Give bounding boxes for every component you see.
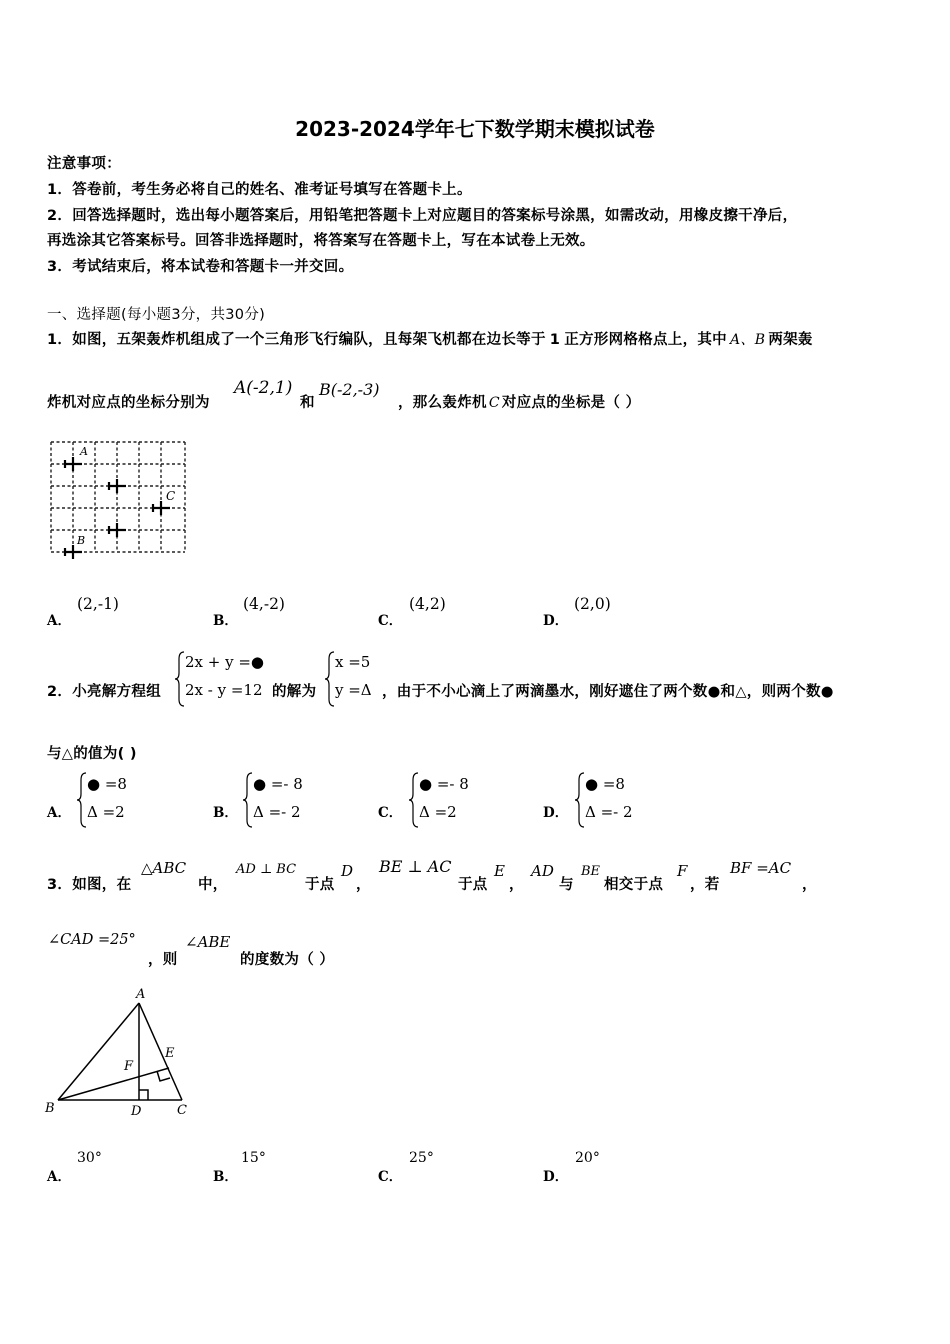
fig-label-a: A — [136, 987, 146, 1002]
q2-text-b: 的解为 — [272, 684, 317, 700]
q2-text-c: ，由于不小心滴上了两滴墨水，刚好遮住了两个数●和△，则两个数● — [382, 684, 834, 700]
plane-icon — [108, 523, 126, 537]
q1-var-c: C — [488, 395, 500, 411]
q3-triangle-figure — [44, 986, 199, 1118]
q3-t3: 于点 — [305, 877, 335, 893]
brace-icon — [409, 772, 419, 828]
q3-t10: ， — [802, 877, 817, 893]
q1-option-c-label: C． — [378, 613, 403, 629]
brace-icon — [243, 772, 253, 828]
q3-t9: ，若 — [690, 877, 720, 893]
plane-b-icon — [64, 545, 82, 559]
page-title: 2023-2024学年七下数学期末模拟试卷 — [295, 117, 655, 141]
q2-solution-system — [325, 651, 385, 707]
q2-option-c-system — [409, 772, 499, 828]
q1-text-b: 正方形网格格点上，其中 — [564, 332, 727, 348]
q2-eq-1: 2x + y =● — [185, 653, 265, 671]
fig-label-b: B — [77, 534, 86, 547]
q1-option-a-label: A． — [47, 613, 71, 629]
q2-option-a-label: A． — [47, 805, 71, 821]
q2-option-a-row2: Δ =2 — [87, 803, 125, 821]
q3-t5: 于点 — [458, 877, 488, 893]
q2-option-d-row2: Δ =- 2 — [585, 803, 633, 821]
q1-option-c-value: (4,2) — [409, 595, 446, 613]
q3-t7: 与 — [559, 877, 574, 893]
notice-item-1: 1．答卷前，考生务必将自己的姓名、准考证号填写在答题卡上。 — [47, 182, 472, 198]
notice-item-2: 2．回答选择题时，选出每小题答案后，用铅笔把答题卡上对应题目的答案标号涂黑，如需改动，用橡皮擦干净后， — [47, 208, 798, 224]
q3-m4: BE ⊥ AC — [379, 857, 452, 876]
q1-var-b: B — [754, 332, 766, 348]
q1-option-a-value: (2,-1) — [77, 595, 119, 613]
q3-m6: AD — [531, 862, 554, 880]
q3-m10: ∠CAD =25° — [48, 932, 136, 948]
brace-icon — [77, 772, 87, 828]
q3-m11: ∠ABE — [185, 933, 231, 951]
q2-option-a-system — [77, 772, 167, 828]
q1-stem-line1 — [47, 328, 813, 349]
q1-text-c: 两架轰 — [768, 332, 813, 348]
q2-option-d-label: D． — [543, 805, 569, 821]
q3-t11: ，则 — [148, 952, 178, 968]
notice-heading: 注意事项： — [47, 156, 121, 172]
q2-option-a-row1: ● =8 — [87, 775, 127, 793]
q1-text-b2: ，那么轰炸机 — [398, 395, 487, 411]
q1-option-b-label: B． — [213, 613, 238, 629]
fig-label-f: F — [124, 1059, 134, 1074]
q2-option-c-label: C． — [378, 805, 403, 821]
q3-option-c-value: 25° — [409, 1150, 434, 1166]
q1-num: 1 — [549, 332, 561, 348]
q1-and: 和 — [300, 395, 315, 411]
fig-label-d: D — [131, 1104, 142, 1118]
fig-label-c: C — [166, 489, 176, 503]
q1-text-line2a: 炸机对应点的坐标分别为 — [47, 395, 210, 411]
q2-option-b-system — [243, 772, 333, 828]
q3-t8: 相交于点 — [604, 877, 664, 893]
q3-option-c-label: C． — [378, 1169, 403, 1185]
q2-option-d-row1: ● =8 — [585, 775, 625, 793]
q2-option-b-row2: Δ =- 2 — [253, 803, 301, 821]
q1-sep: 、 — [740, 332, 755, 348]
q2-sol-2: y =Δ — [335, 681, 372, 699]
q3-option-a-label: A． — [47, 1169, 71, 1185]
q1-option-d-label: D． — [543, 613, 569, 629]
fig-label-b: B — [45, 1101, 55, 1116]
q1-coord-b: B(-2,-3) — [319, 380, 380, 399]
q3-m2: AD ⊥ BC — [236, 862, 297, 877]
q1-text-line2b — [398, 391, 640, 412]
plane-c-icon — [152, 501, 170, 515]
q2-text-a: 2．小亮解方程组 — [47, 684, 161, 700]
q3-option-a-value: 30° — [77, 1150, 102, 1166]
q1-grid-figure — [46, 436, 191, 561]
q2-option-b-label: B． — [213, 805, 238, 821]
brace-icon — [175, 651, 185, 707]
q2-option-d-system — [575, 772, 665, 828]
q2-equation-system — [175, 651, 275, 707]
q3-m8: F — [677, 862, 688, 880]
q3-m9: BF =AC — [730, 859, 792, 877]
notice-item-3: 3．考试结束后，将本试卷和答题卡一并交回。 — [47, 259, 354, 275]
q3-option-b-value: 15° — [241, 1150, 266, 1166]
q3-t12: 的度数为（ ） — [240, 952, 335, 968]
brace-icon — [575, 772, 585, 828]
q3-option-d-label: D． — [543, 1169, 569, 1185]
q3-t2: 中， — [198, 877, 228, 893]
q1-coord-a: A(-2,1) — [234, 378, 293, 398]
notice-item-2-cont: 再选涂其它答案标号。回答非选择题时，将答案写在答题卡上，写在本试卷上无效。 — [47, 233, 595, 249]
q3-m1: △ABC — [141, 859, 187, 877]
q3-t1: 3．如图，在 — [47, 877, 132, 893]
q1-text-a: 1．如图，五架轰炸机组成了一个三角形飞行编队，且每架飞机都在边长等于 — [47, 332, 546, 348]
brace-icon — [325, 651, 335, 707]
q1-var-a: A — [730, 332, 741, 348]
q3-option-d-value: 20° — [575, 1150, 600, 1166]
q2-eq-2: 2x - y =12 — [185, 681, 263, 699]
q2-line2: 与△的值为( ) — [47, 746, 137, 762]
q3-m3: D — [341, 862, 354, 880]
q3-m7: BE — [581, 864, 601, 879]
q3-m5: E — [494, 862, 505, 880]
q3-t6: ， — [509, 877, 524, 893]
q2-option-c-row2: Δ =2 — [419, 803, 457, 821]
section-heading: 一、选择题(每小题3分，共30分) — [47, 307, 266, 323]
fig-label-c: C — [177, 1103, 187, 1118]
plane-a-icon — [64, 457, 82, 471]
fig-label-a: A — [80, 445, 88, 458]
q1-text-c2: 对应点的坐标是（ ） — [501, 395, 641, 411]
fig-label-e: E — [165, 1046, 175, 1061]
q1-option-d-value: (2,0) — [574, 595, 611, 613]
triangle-lines — [58, 1003, 182, 1100]
q1-option-b-value: (4,-2) — [243, 595, 285, 613]
q2-option-c-row1: ● =- 8 — [419, 775, 469, 793]
q3-option-b-label: B． — [213, 1169, 238, 1185]
plane-icon — [108, 479, 126, 493]
q2-sol-1: x =5 — [335, 653, 371, 671]
q3-t4: ， — [356, 877, 371, 893]
q2-option-b-row1: ● =- 8 — [253, 775, 303, 793]
